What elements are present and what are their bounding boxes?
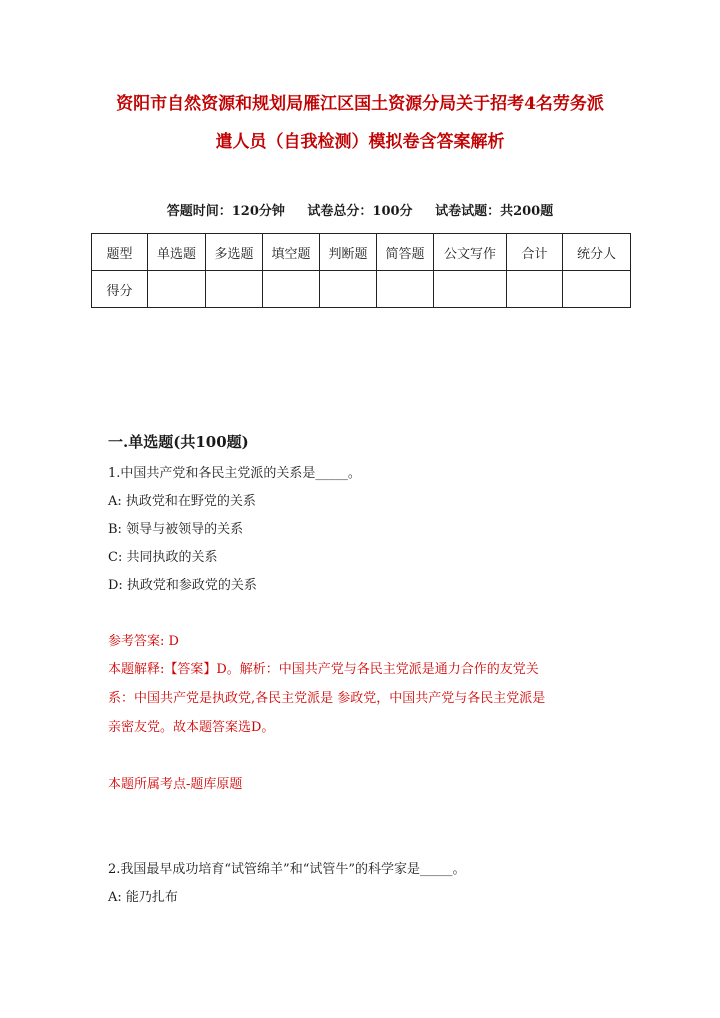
score-table-header: 统分人 <box>563 234 631 271</box>
score-table-header: 判断题 <box>320 234 377 271</box>
exam-meta <box>92 200 628 219</box>
exam-question-count: 试卷试题：共200题 <box>435 204 554 219</box>
score-cell <box>148 271 206 308</box>
question-1-option-c: C: 共同执政的关系 <box>108 550 218 565</box>
question-1-option-d: D: 执政党和参政党的关系 <box>108 578 257 593</box>
score-cell <box>377 271 434 308</box>
score-cell <box>263 271 320 308</box>
score-table <box>91 233 631 308</box>
section-heading: 一.单选题(共100题) <box>108 433 249 451</box>
score-table-header-row <box>92 234 631 271</box>
question-1-explanation-line: 亲密友党。故本题答案选D。 <box>108 720 275 735</box>
score-row-label: 得分 <box>92 271 148 308</box>
exam-total-score: 试卷总分：100分 <box>307 204 413 219</box>
document-title-line-2: 遣人员（自我检测）模拟卷含答案解析 <box>215 132 505 152</box>
score-table-score-row <box>92 271 631 308</box>
score-cell <box>206 271 263 308</box>
score-cell <box>434 271 507 308</box>
question-2-stem: 2.我国最早成功培育“试管绵羊”和“试管牛”的科学家是_____。 <box>108 862 466 877</box>
score-table-header: 填空题 <box>263 234 320 271</box>
score-table-header: 多选题 <box>206 234 263 271</box>
question-1-option-a: A: 执政党和在野党的关系 <box>108 494 256 509</box>
score-table-header: 公文写作 <box>434 234 507 271</box>
document-title-line-1: 资阳市自然资源和规划局雁江区国土资源分局关于招考4名劳务派 <box>116 94 604 114</box>
score-cell <box>320 271 377 308</box>
score-cell <box>563 271 631 308</box>
score-table-header: 题型 <box>92 234 148 271</box>
question-1-stem: 1.中国共产党和各民主党派的关系是_____。 <box>108 466 361 481</box>
question-1-topic: 本题所属考点-题库原题 <box>108 777 243 792</box>
question-1-option-b: B: 领导与被领导的关系 <box>108 522 244 537</box>
score-table-header: 合计 <box>507 234 563 271</box>
question-1-explanation-line: 系：中国共产党是执政党,各民主党派是 参政党，中国共产党与各民主党派是 <box>108 691 546 706</box>
question-1-answer: 参考答案: D <box>108 634 179 649</box>
exam-time: 答题时间：120分钟 <box>166 204 285 219</box>
score-table-header: 简答题 <box>377 234 434 271</box>
score-table-header: 单选题 <box>148 234 206 271</box>
score-cell <box>507 271 563 308</box>
question-1-explanation-line: 本题解释:【答案】D。解析：中国共产党与各民主党派是通力合作的友党关 <box>108 662 539 677</box>
question-2-option-a: A: 能乃扎布 <box>108 890 178 905</box>
